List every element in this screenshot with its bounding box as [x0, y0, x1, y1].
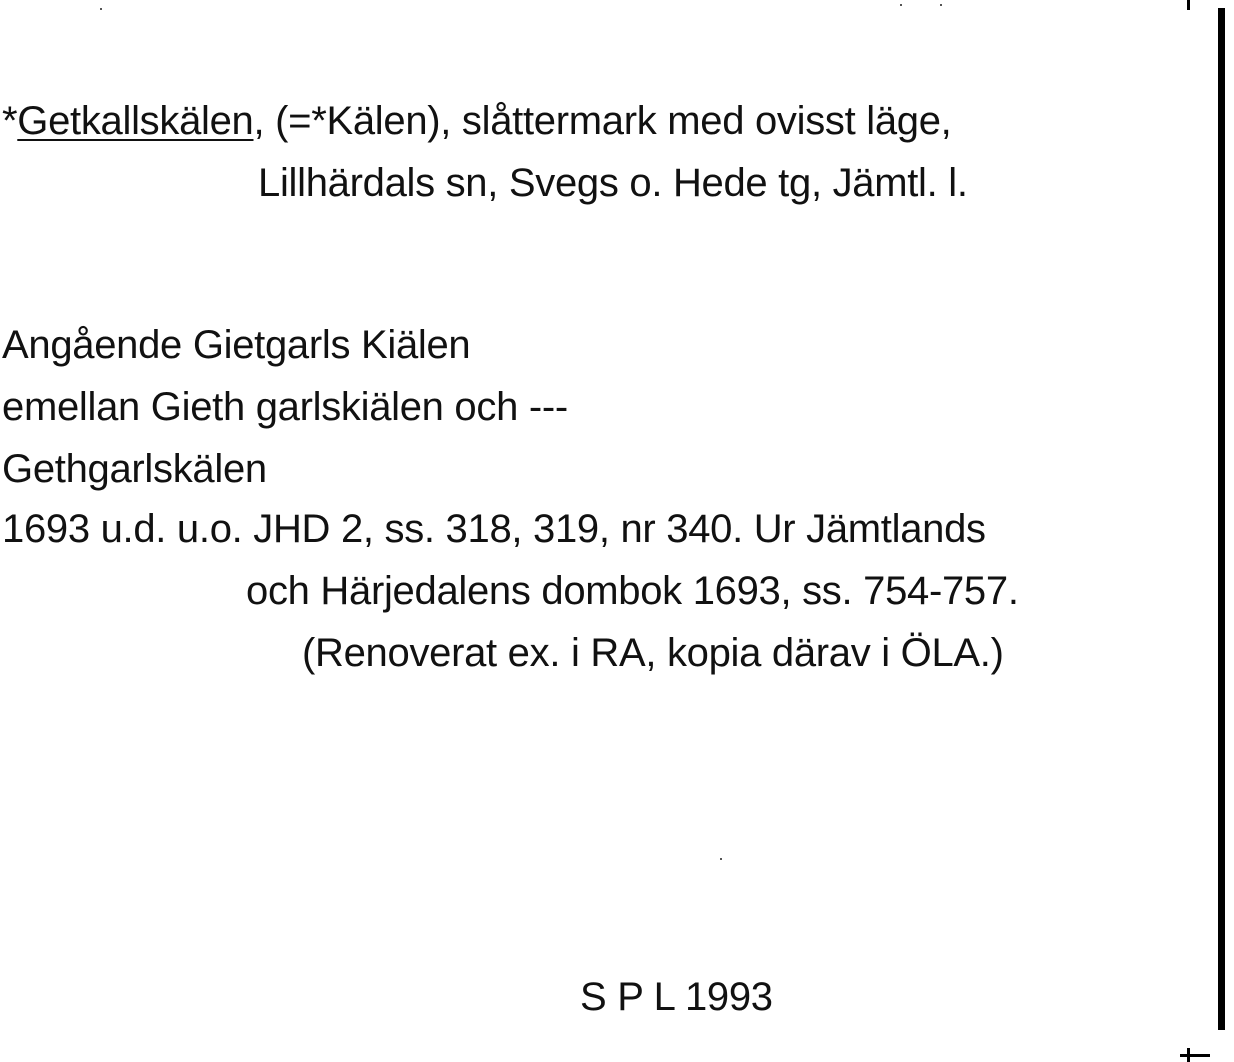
form-line-2: emellan Gieth garlskiälen och ---	[2, 385, 568, 429]
scan-speck	[720, 858, 722, 860]
title-asterisk: *	[2, 99, 18, 143]
source-line-1: 1693 u.d. u.o. JHD 2, ss. 318, 319, nr 340. Ur Jämtlands	[2, 507, 986, 551]
edge-mark-bottom-bar	[1180, 1054, 1210, 1057]
scan-speck	[900, 4, 902, 6]
scan-speck	[100, 8, 102, 10]
title-description: , (=*Kälen), slåttermark med ovisst läge,	[253, 99, 952, 143]
edge-mark-top	[1187, 0, 1190, 10]
source-line-3: (Renoverat ex. i RA, kopia därav i ÖLA.)	[302, 631, 1004, 675]
scan-speck	[940, 4, 942, 6]
signature: S P L 1993	[580, 975, 773, 1019]
headword: Getkallskälen	[17, 99, 254, 143]
source-line-2: och Härjedalens dombok 1693, ss. 754-757.	[246, 569, 1019, 613]
title-line	[2, 98, 951, 144]
form-line-1: Angående Gietgarls Kiälen	[2, 323, 471, 367]
title-location: Lillhärdals sn, Svegs o. Hede tg, Jämtl. l.	[258, 161, 968, 205]
card-edge-rule	[1218, 8, 1225, 1030]
form-line-3: Gethgarlskälen	[2, 447, 267, 491]
